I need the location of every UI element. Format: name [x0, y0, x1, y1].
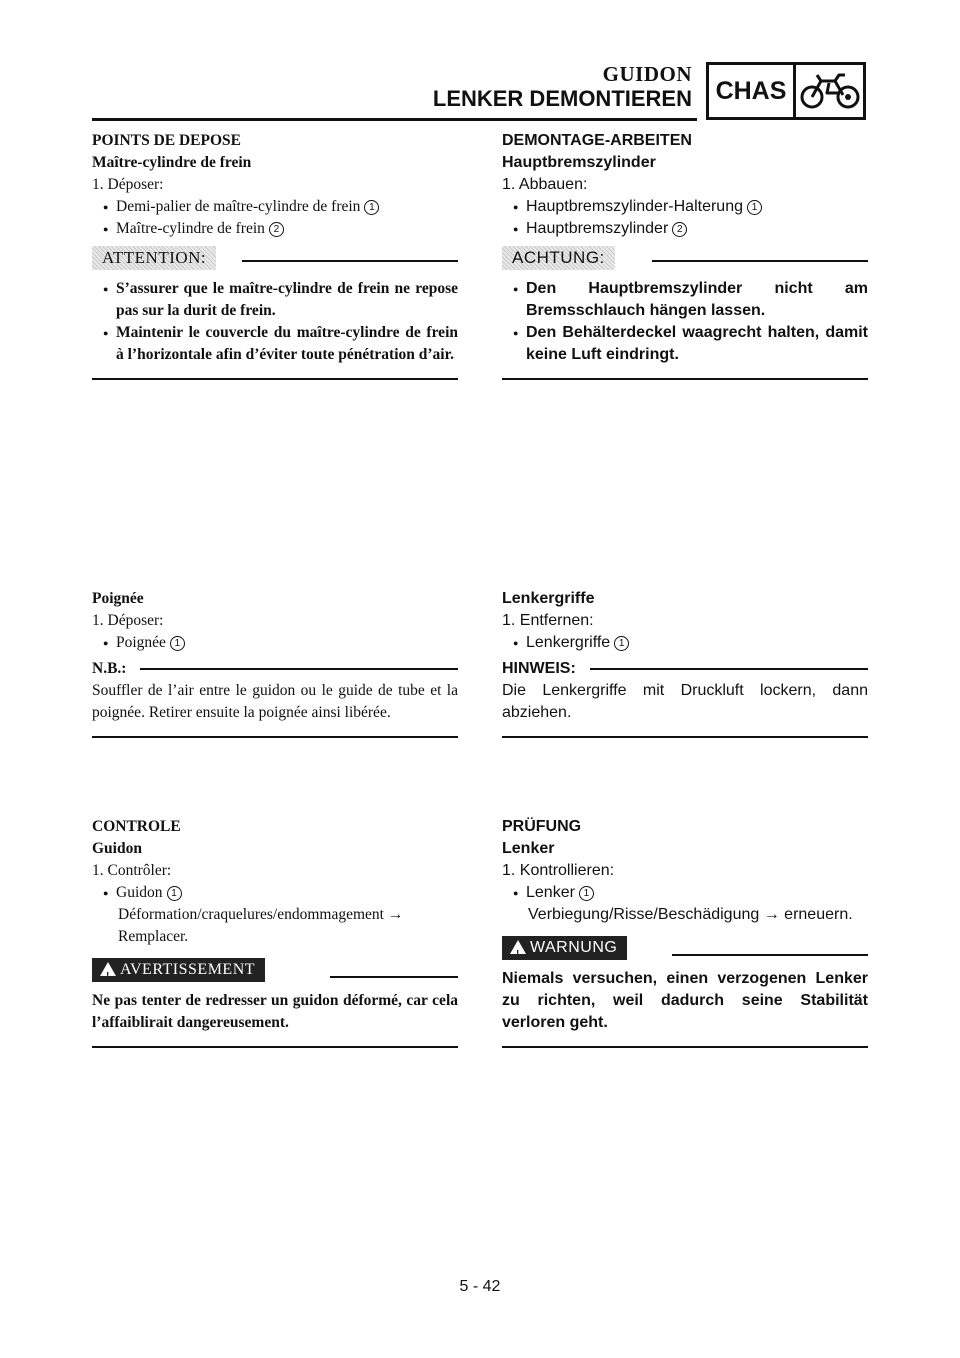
warning-header [502, 936, 868, 964]
de-caution-item: ● Den Hauptbremszylinder nicht am Bremsschlauch hängen lassen. [502, 278, 868, 322]
warning-triangle-icon [510, 940, 526, 954]
note-end-rule [92, 736, 458, 738]
callout-number: 1 [579, 886, 594, 901]
de-section-heading: DEMONTAGE-ARBEITEN [502, 132, 692, 149]
fr-caution-item: ● S’assurer que le maître-cylindre de frein ne repose pas sur la durit de frein. [92, 278, 458, 322]
warning-label [92, 958, 265, 982]
fr-subheading: Maître-cylindre de frein [92, 154, 252, 171]
fr-note-text: Souffler de l’air entre le guidon ou le guide de tube et la poignée. Retirer ensuite la poignée ainsi libérée. [92, 682, 458, 721]
fr-caution-item: ● Maintenir le couvercle du maître-cylindre de frein à l’horizontale afin d’éviter toute pénétration d’air. [92, 322, 458, 366]
fr-step: 1. Déposer: [92, 612, 164, 629]
de-step: 1. Kontrollieren: [502, 862, 615, 879]
warning-rule [330, 976, 458, 978]
fr-bullet [92, 632, 458, 654]
warning-triangle-icon [100, 962, 116, 976]
fr-section-heading: POINTS DE DEPOSE [92, 132, 242, 149]
de-bullet [502, 218, 868, 240]
note-header [92, 658, 458, 680]
callout-number: 1 [170, 636, 185, 651]
callout-number: 2 [672, 222, 687, 237]
warning-label-text: WARNUNG [530, 939, 618, 956]
header-title-de: LENKER DEMONTIEREN [432, 86, 692, 111]
fr-detail: Déformation/craquelures/endommagement → Remplacer. [118, 906, 404, 945]
fr-step: 1. Déposer: [92, 176, 164, 193]
de-bullet [502, 632, 868, 654]
de-section-heading: PRÜFUNG [502, 818, 582, 835]
note-label: N.B.: [92, 660, 127, 677]
de-subheading: Lenker [502, 840, 555, 857]
de-section-grip [502, 588, 868, 738]
fr-subheading: Guidon [92, 840, 142, 857]
note-label: HINWEIS: [502, 660, 576, 677]
de-bullet [502, 196, 868, 218]
chapter-badge-label: CHAS [709, 65, 796, 117]
de-bullet [502, 882, 868, 904]
note-rule [140, 668, 458, 670]
de-bullet-text: Lenkergriffe [526, 634, 611, 651]
de-subheading: Lenkergriffe [502, 590, 595, 607]
header-title-fr: GUIDON [602, 62, 692, 86]
caution-label: ACHTUNG: [502, 246, 615, 270]
fr-bullet [92, 882, 458, 904]
de-bullet-text: Hauptbremszylinder [526, 220, 669, 237]
de-step: 1. Abbauen: [502, 176, 588, 193]
fr-bullet [92, 196, 458, 218]
caution-end-rule [502, 378, 868, 380]
caution-end-rule [92, 378, 458, 380]
fr-bullet-text: Poignée [116, 634, 166, 651]
caution-rule [242, 260, 458, 262]
de-note-text: Die Lenkergriffe mit Druckluft lockern, dann abziehen. [502, 682, 868, 721]
motorcycle-icon [796, 65, 863, 117]
warning-rule [672, 954, 868, 956]
fr-section-heading: CONTROLE [92, 818, 181, 835]
callout-number: 1 [167, 886, 182, 901]
caution-rule [652, 260, 868, 262]
warning-label-text: AVERTISSEMENT [120, 961, 256, 978]
de-subheading: Hauptbremszylinder [502, 154, 656, 171]
fr-section-grip [92, 588, 458, 738]
fr-section-removal [92, 130, 458, 380]
warning-label [502, 936, 627, 960]
note-header [502, 658, 868, 680]
de-detail: Verbiegung/Risse/Beschädigung → erneuern. [528, 906, 853, 923]
fr-section-inspection [92, 816, 458, 1048]
warning-end-rule [502, 1046, 868, 1048]
fr-bullet-text: Demi-palier de maître-cylindre de frein [116, 198, 361, 215]
callout-number: 1 [747, 200, 762, 215]
callout-number: 1 [614, 636, 629, 651]
de-caution-item: ● Den Behälterdeckel waagrecht halten, damit keine Luft eindringt. [502, 322, 868, 366]
de-bullet-text: Hauptbremszylinder-Halterung [526, 198, 743, 215]
note-rule [590, 668, 868, 670]
caution-header [92, 246, 458, 274]
note-end-rule [502, 736, 868, 738]
de-bullet-text: Lenker [526, 884, 575, 901]
de-step: 1. Entfernen: [502, 612, 594, 629]
header-rule [92, 118, 697, 121]
chapter-badge [706, 62, 866, 120]
fr-bullet [92, 218, 458, 240]
warning-header [92, 958, 458, 986]
caution-header [502, 246, 868, 274]
fr-warning-text: Ne pas tenter de redresser un guidon déformé, car cela l’affaiblirait dangereusement. [92, 992, 458, 1031]
de-section-inspection [502, 816, 868, 1048]
fr-subheading: Poignée [92, 590, 144, 607]
fr-step: 1. Contrôler: [92, 862, 172, 879]
page-number: 5 - 42 [459, 1278, 501, 1295]
fr-bullet-text: Guidon [116, 884, 163, 901]
de-section-removal [502, 130, 868, 380]
caution-label: ATTENTION: [92, 246, 216, 270]
callout-number: 1 [364, 200, 379, 215]
de-warning-text: Niemals versuchen, einen verzogenen Lenker zu richten, weil dadurch seine Stabilität verloren geht. [502, 970, 868, 1031]
callout-number: 2 [269, 222, 284, 237]
fr-bullet-text: Maître-cylindre de frein [116, 220, 265, 237]
warning-end-rule [92, 1046, 458, 1048]
